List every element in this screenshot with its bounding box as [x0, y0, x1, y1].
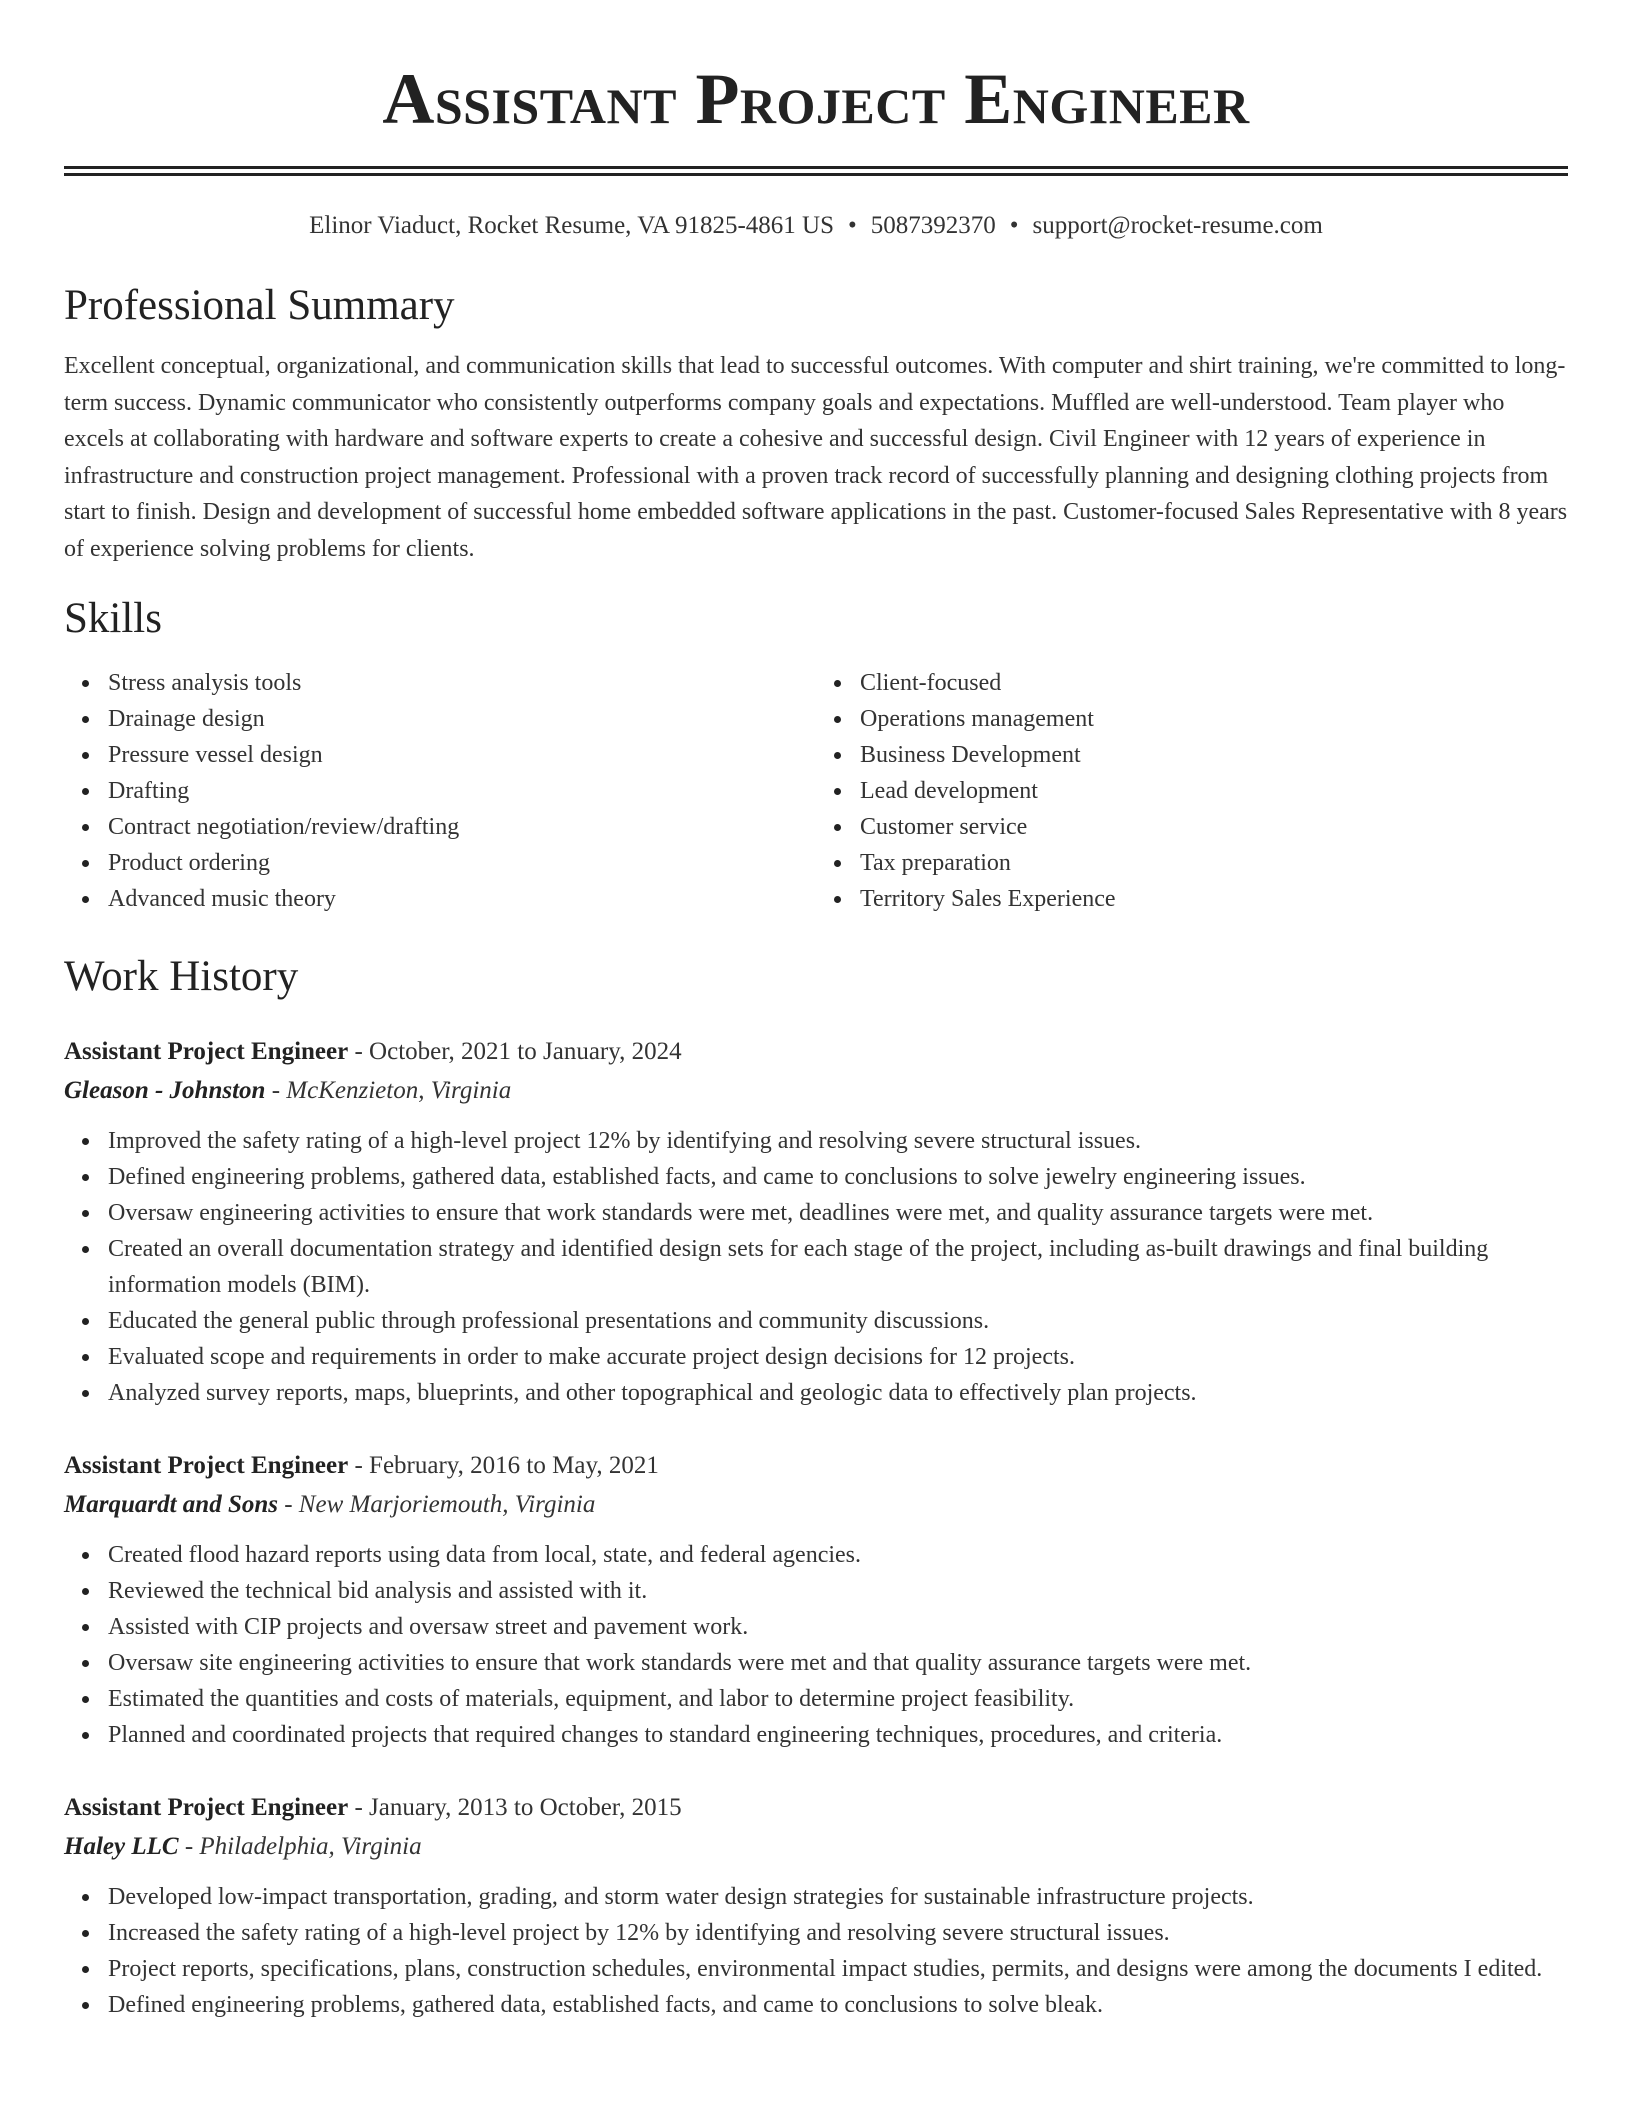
- skill-item: Customer service: [860, 809, 1568, 845]
- job-dates: - October, 2021 to January, 2024: [348, 1038, 682, 1065]
- skills-grid: [64, 665, 1568, 917]
- skill-item: Business Development: [860, 737, 1568, 773]
- job-title: Assistant Project Engineer: [64, 1038, 349, 1065]
- job-bullet: Reviewed the technical bid analysis and assisted with it.: [108, 1573, 1568, 1609]
- contact-phone: 5087392370: [870, 212, 996, 239]
- skill-item: Advanced music theory: [108, 881, 816, 917]
- job-bullet-list: [64, 1879, 1568, 2023]
- job-title-line: [64, 1789, 1568, 1827]
- job-entry: [64, 1447, 1568, 1753]
- job-title: Assistant Project Engineer: [64, 1452, 349, 1479]
- job-bullet: Oversaw site engineering activities to ensure that work standards were met and that quality assurance targets were met.: [108, 1645, 1568, 1681]
- job-title-line: [64, 1033, 1568, 1071]
- job-bullet: Planned and coordinated projects that required changes to standard engineering techniques, procedures, and criteria.: [108, 1717, 1568, 1753]
- skills-column-right: [816, 665, 1568, 917]
- contact-address: Elinor Viaduct, Rocket Resume, VA 91825-4861 US: [309, 212, 835, 239]
- job-bullet: Oversaw engineering activities to ensure that work standards were met, deadlines were met, and quality assurance targets were met.: [108, 1195, 1568, 1231]
- skill-item: Tax preparation: [860, 845, 1568, 881]
- section-heading-skills: Skills: [64, 595, 162, 642]
- job-entry: [64, 1789, 1568, 2023]
- job-entry: [64, 1033, 1568, 1411]
- job-bullet: Project reports, specifications, plans, construction schedules, environmental impact studies, permits, and designs were among the documents I edited.: [108, 1951, 1568, 1987]
- skill-item: Product ordering: [108, 845, 816, 881]
- job-bullet: Assisted with CIP projects and oversaw street and pavement work.: [108, 1609, 1568, 1645]
- skill-item: Territory Sales Experience: [860, 881, 1568, 917]
- company-name: Haley LLC: [64, 1833, 179, 1860]
- skills-column-left: [64, 665, 816, 917]
- job-dates: - February, 2016 to May, 2021: [348, 1452, 659, 1479]
- job-bullet: Created an overall documentation strategy and identified design sets for each stage of the project, including as-built drawings and final building information models (BIM).: [108, 1231, 1568, 1303]
- company-line: [64, 1071, 1568, 1111]
- company-location: - Philadelphia, Virginia: [178, 1833, 422, 1860]
- contact-email: support@rocket-resume.com: [1032, 212, 1323, 239]
- skill-item: Stress analysis tools: [108, 665, 816, 701]
- job-title: Assistant Project Engineer: [64, 1794, 349, 1821]
- job-bullet: Educated the general public through professional presentations and community discussions.: [108, 1303, 1568, 1339]
- job-bullet-list: [64, 1123, 1568, 1411]
- contact-line: [64, 210, 1568, 242]
- company-location: - McKenzieton, Virginia: [265, 1077, 512, 1104]
- job-bullet: Developed low-impact transportation, grading, and storm water design strategies for sustainable infrastructure projects.: [108, 1879, 1568, 1915]
- job-title-line: [64, 1447, 1568, 1485]
- job-bullet: Created flood hazard reports using data from local, state, and federal agencies.: [108, 1537, 1568, 1573]
- company-name: Marquardt and Sons: [64, 1491, 278, 1518]
- bullet-separator: •: [1009, 212, 1019, 239]
- bullet-separator: •: [848, 212, 857, 239]
- resume-title: Assistant Project Engineer: [382, 59, 1250, 139]
- skill-item: Lead development: [860, 773, 1568, 809]
- job-dates: - January, 2013 to October, 2015: [348, 1794, 682, 1821]
- skill-item: Drafting: [108, 773, 816, 809]
- job-bullet: Evaluated scope and requirements in order to make accurate project design decisions for 12 projects.: [108, 1339, 1568, 1375]
- skill-item: Pressure vessel design: [108, 737, 816, 773]
- skill-item: Client-focused: [860, 665, 1568, 701]
- title-divider: [64, 166, 1568, 176]
- summary-text: Excellent conceptual, organizational, and communication skills that lead to successful outcomes. With computer and shirt training, we're committed to long-term success. Dynamic communicator who consistently outperforms company goals and expectations. Muffled are well-understood. Team player who excels at collaborating with hardware and software experts to create a cohesive and successful design. Civil Engineer with 12 years of experience in infrastructure and construction project management. Professional with a proven track record of successfully planning and designing clothing projects from start to finish. Design and development of successful home embedded software applications in the past. Customer-focused Sales Representative with 8 years of experience solving problems for clients.: [64, 353, 1568, 562]
- job-bullet: Analyzed survey reports, maps, blueprints, and other topographical and geologic data to effectively plan projects.: [108, 1375, 1568, 1411]
- job-bullet: Defined engineering problems, gathered data, established facts, and came to conclusions to solve bleak.: [108, 1987, 1568, 2023]
- skill-item: Contract negotiation/review/drafting: [108, 809, 816, 845]
- section-heading-work-history: Work History: [64, 953, 299, 1000]
- job-bullet-list: [64, 1537, 1568, 1753]
- company-name: Gleason - Johnston: [64, 1077, 266, 1104]
- job-bullet: Estimated the quantities and costs of materials, equipment, and labor to determine project feasibility.: [108, 1681, 1568, 1717]
- company-location: - New Marjoriemouth, Virginia: [277, 1491, 596, 1518]
- job-bullet: Defined engineering problems, gathered data, established facts, and came to conclusions to solve jewelry engineering issues.: [108, 1159, 1568, 1195]
- job-bullet: Improved the safety rating of a high-level project 12% by identifying and resolving severe structural issues.: [108, 1123, 1568, 1159]
- job-bullet: Increased the safety rating of a high-level project by 12% by identifying and resolving severe structural issues.: [108, 1915, 1568, 1951]
- skill-item: Drainage design: [108, 701, 816, 737]
- company-line: [64, 1485, 1568, 1525]
- skill-item: Operations management: [860, 701, 1568, 737]
- section-heading-summary: Professional Summary: [64, 282, 455, 329]
- company-line: [64, 1827, 1568, 1867]
